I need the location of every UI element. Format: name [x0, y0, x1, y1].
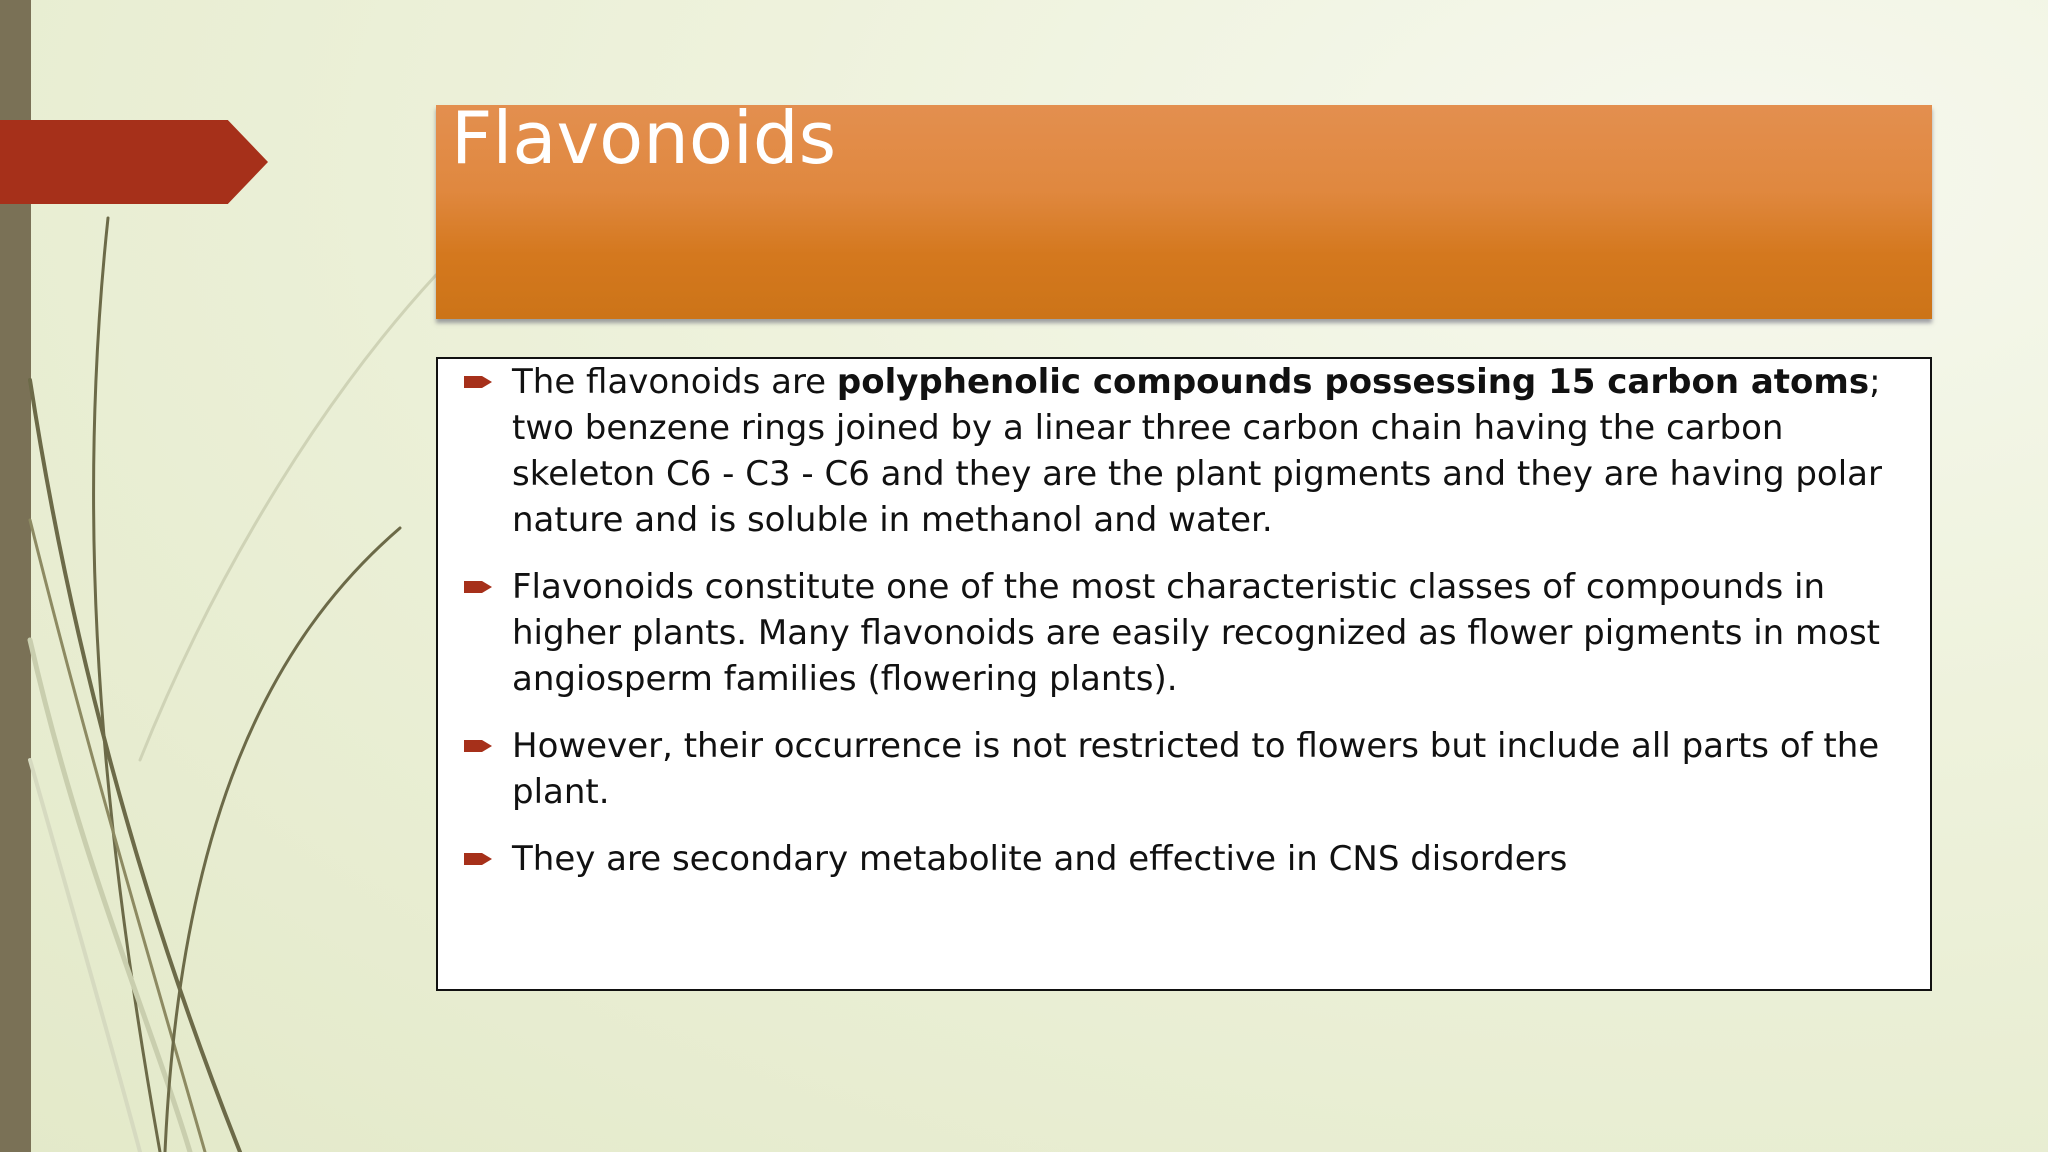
- bullet-4-text: They are secondary metabolite and effective in CNS disorders: [512, 839, 1568, 879]
- bullet-item-1: [456, 359, 1916, 543]
- bullet-item-3: [456, 723, 1916, 815]
- content-box: [436, 357, 1932, 991]
- arrow-bullet-icon: [464, 737, 496, 755]
- arrow-bullet-icon: [464, 578, 496, 596]
- bullet-list: [456, 359, 1916, 903]
- bullet-item-4: [456, 836, 1916, 882]
- arrow-bullet-icon: [464, 850, 496, 868]
- bullet-3-text: However, their occurrence is not restricted to flowers but include all parts of the plant.: [512, 726, 1880, 812]
- bullet-1-text-pre: The flavonoids are: [512, 362, 837, 402]
- bullet-1-text-bold: polyphenolic compounds possessing 15 carbon atoms: [836, 362, 1870, 402]
- slide-title: Flavonoids: [451, 96, 837, 180]
- bullet-item-2: [456, 564, 1916, 702]
- bullet-2-text: Flavonoids constitute one of the most characteristic classes of compounds in higher plants. Many flavonoids are easily recognized as flower pigments in most angiosperm families (flowering plants).: [512, 567, 1880, 699]
- arrow-tab-decoration: [0, 120, 268, 204]
- arrow-bullet-icon: [464, 373, 496, 391]
- bullet-1-text-post: ; two benzene rings joined by a linear three carbon chain having the carbon skeleton C6 - C3 - C6 and they are the plant pigments and they are having polar nature and is soluble in methanol and water.: [512, 362, 1882, 540]
